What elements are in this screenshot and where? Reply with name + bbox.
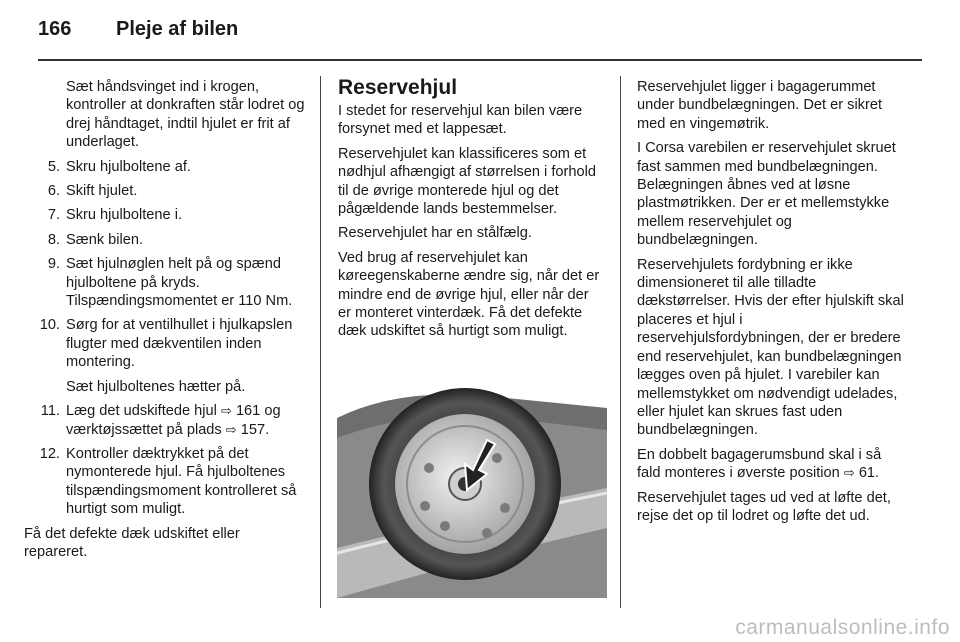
- column-divider-1: [320, 76, 321, 608]
- watermark: carmanualsonline.info: [735, 616, 950, 639]
- paragraph: Reservehjulet kan klassificeres som et nødhjul afhængigt af størrelsen i forhold til de øvrige monterede hjul og det pågældende lands bestemmelser.: [338, 145, 596, 218]
- paragraph: Reservehjulet ligger i bagagerummet under bundbelægningen. Det er sikret med en vingemøtrik.: [637, 79, 883, 132]
- paragraph: Reservehjulet tages ud ved at løfte det, rejse det op til lodret og løfte det ud.: [637, 489, 891, 524]
- page-reference-icon: ⇨: [843, 465, 855, 481]
- column-middle: [338, 78, 604, 347]
- list-item: 12. Kontroller dæktrykket på det nymonterede hjul. Få hjulboltenes tilspændingsmoment kontrolleret så hurtigt som muligt.: [39, 445, 297, 518]
- page-header: [38, 18, 238, 50]
- list-item: 7. Skru hjulboltene i.: [47, 207, 183, 224]
- spare-wheel-illustration: [337, 378, 607, 598]
- note-text: Sæt hjulboltenes hætter på.: [66, 378, 246, 395]
- column-left: [24, 78, 306, 567]
- list-item: 9. Sæt hjulnøglen helt på og spænd hjulboltene på kryds. Tilspændingsmomentet er 110 Nm.: [47, 256, 293, 310]
- paragraph: Reservehjulet har en stålfælg.: [338, 225, 532, 242]
- outro-text: Få det defekte dæk udskiftet eller repareret.: [24, 525, 240, 560]
- header-rule: [38, 59, 922, 61]
- list-item: 11. Læg det udskiftede hjul ⇨ 161 og værktøjssættet på plads ⇨ 157.: [40, 403, 281, 438]
- paragraph: I Corsa varebilen er reservehjulet skruet fast sammen med bundbelægningen. Belægningen åbnes ved at løsne plastmøtrikken. Der er et mellemstykke mellem reservehjulet og bundbelægningen.: [637, 140, 896, 249]
- paragraph: Reservehjulets fordybning er ikke dimensioneret til alle tilladte dækstørrelser. Hvis der efter hjulskift skal placeres et hjul i reservehjulsfordybningen, der er bredere end reservehjulet, kan bundbelægningen lægges oven på hjulet. I varebiler kan mellemstykket om nødvendigt udelades, eller hjulet kan skrues fast uden bundbelægningen.: [637, 256, 904, 439]
- column-divider-2: [620, 76, 621, 608]
- paragraph: I stedet for reservehjul kan bilen være forsynet med et lappesæt.: [338, 103, 583, 138]
- column-right: [637, 78, 907, 531]
- intro-text: Sæt håndsvinget ind i krogen, kontroller at donkraften står lodret og drej håndtaget, indtil hjulet er frit af underlaget.: [66, 79, 305, 151]
- page-number: 166: [38, 18, 72, 40]
- page-title: Pleje af bilen: [116, 18, 239, 40]
- list-item: 10. Sørg for at ventilhullet i hjulkapslen flugter med dækventilen inden montering.: [39, 317, 293, 371]
- paragraph: Ved brug af reservehjulet kan køreegenskaberne ændre sig, når det er mindre end de øvrige hjul, eller når der er monteret vinterdæk. Få det defekte dæk udskiftet så hurtigt som muligt.: [338, 249, 600, 340]
- page-reference-icon: ⇨: [220, 403, 232, 419]
- page-reference-icon: ⇨: [225, 421, 237, 437]
- list-item: 8. Sænk bilen.: [47, 231, 144, 248]
- section-title: Reservehjul: [338, 76, 458, 99]
- list-item: 6. Skift hjulet.: [47, 183, 138, 200]
- list-item: 5. Skru hjulboltene af.: [47, 158, 191, 175]
- paragraph: En dobbelt bagagerumsbund skal i så fald monteres i øverste position ⇨ 61.: [637, 446, 882, 482]
